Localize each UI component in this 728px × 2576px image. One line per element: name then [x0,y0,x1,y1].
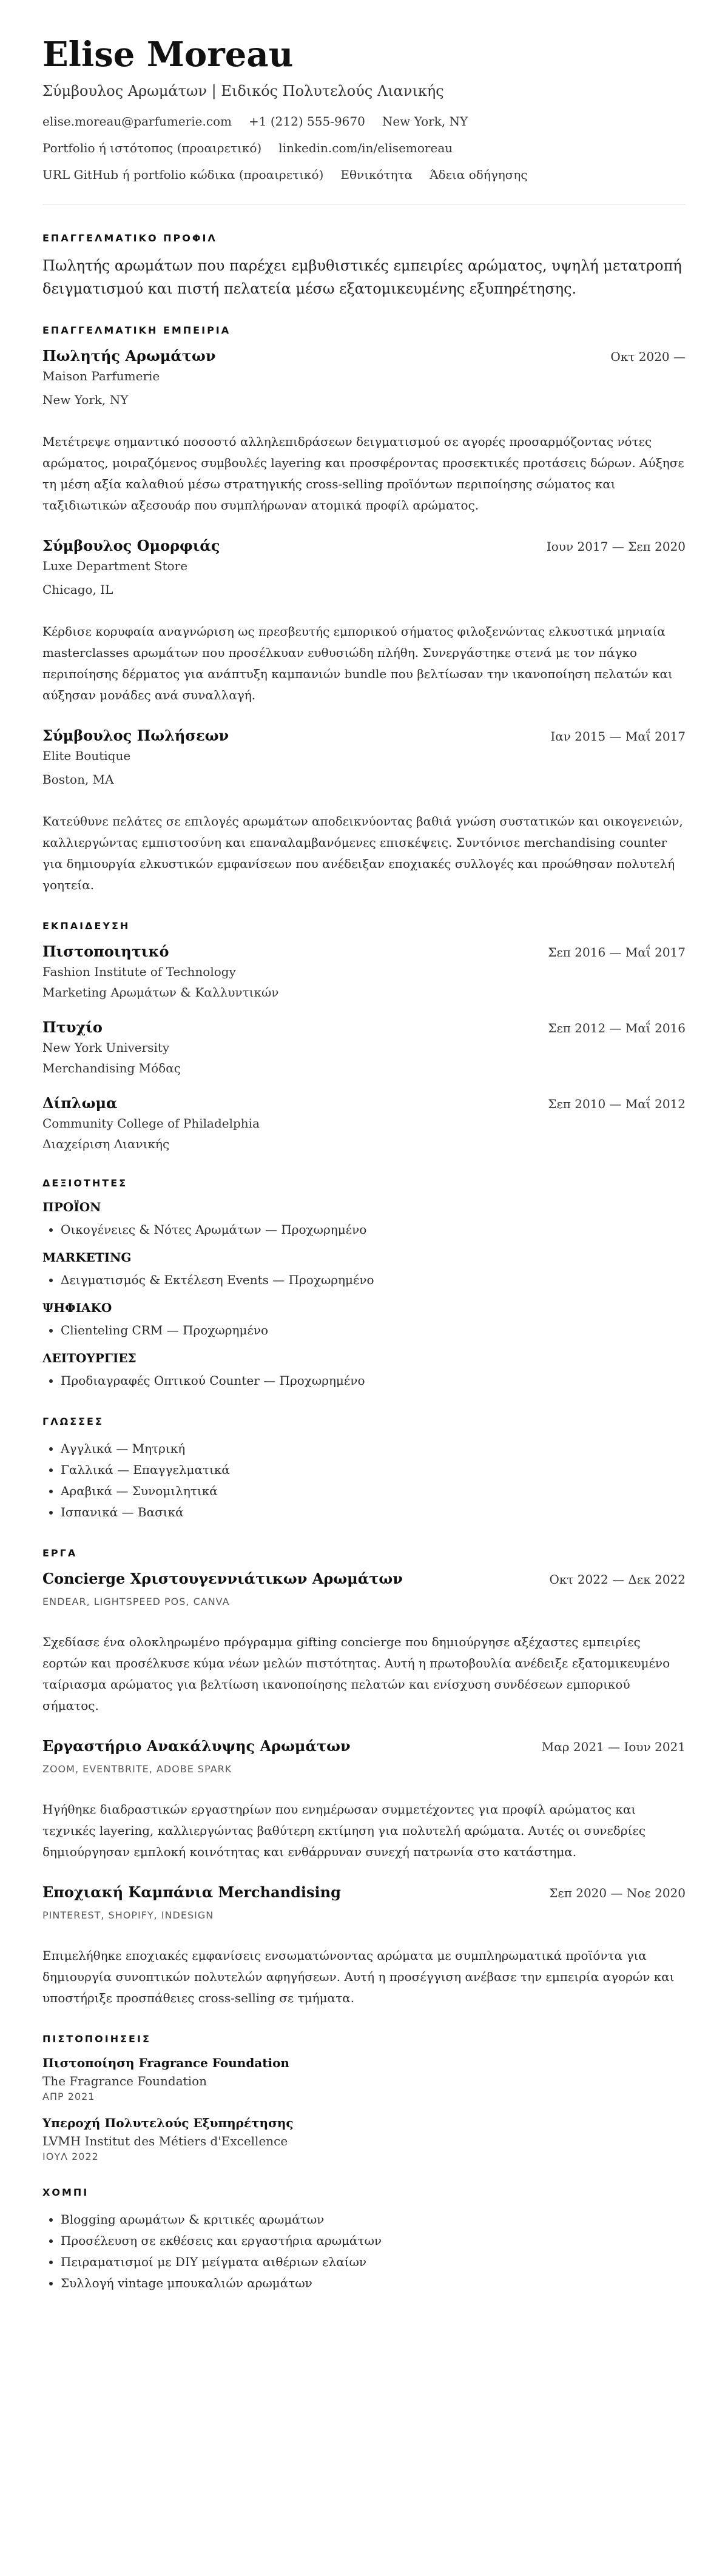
skill-category: MARKETING [42,1249,132,1265]
contact-row-links [42,140,686,156]
resume-header [42,35,686,183]
experience-location: New York, NY [42,392,129,407]
hobby-list [42,2209,686,2294]
skill-category: ΛΕΙΤΟΥΡΓΙΕΣ [42,1350,136,1365]
experience-description: Κατεύθυνε πελάτες σε επιλογές αρωμάτων αποδεικνύοντας βαθιά γνώση συστατικών και οικογενειών, καλλιεργώντας εμπιστοσύνη και επαναλαμβανόμενες επισκέψεις. Συντόνισε merchandising counter για δημιουργία ελκυστικών εμφανίσεων που ανέδειξαν εποχιακές συλλογές και προώθησαν πολυτελή γοητεία. [42,813,683,892]
skill-list [42,1270,686,1291]
contact-portfolio[interactable]: Portfolio ή ιστότοπος (προαιρετικό) [42,141,262,156]
project-entry-head [42,1737,686,1755]
experience-entry-head [42,727,686,744]
education-entry-head [42,1094,686,1112]
education-dates: Σεπ 2012 — Μαΐ 2016 [548,1020,686,1035]
experience-entry [42,537,686,706]
project-name: Εποχιακή Καμπάνια Merchandising [42,1883,341,1901]
project-entry [42,1883,686,2009]
skill-item: • Προδιαγραφές Οπτικού Counter — Προχωρημένο [61,1370,686,1391]
contact-email[interactable]: elise.moreau@parfumerie.com [42,114,232,129]
certification-issuer: LVMH Institut des Métiers d'Excellence [42,2133,288,2148]
language-item: • Αραβικά — Συνομιλητικά [61,1481,686,1502]
certification-issuer: The Fragrance Foundation [42,2073,207,2088]
languages-section [42,1416,686,1523]
skills-section [42,1177,686,1391]
project-tech: ZOOM, EVENTBRITE, ADOBE SPARK [42,1763,232,1775]
experience-dates: Ιουν 2017 — Σεπ 2020 [546,539,686,554]
projects-section-title: ΕΡΓΑ [42,1547,78,1559]
education-dates: Σεπ 2010 — Μαΐ 2012 [548,1096,686,1111]
project-dates: Οκτ 2022 — Δεκ 2022 [549,1572,686,1587]
skill-list [42,1320,686,1341]
profile-summary: Πωλητής αρωμάτων που παρέχει εμβυθιστικές εμπειρίες αρώματος, υψηλή μετατροπή δειγματισμού και πιστή πελατεία μέσω εξατομικευμένης εξυπηρέτησης. [42,257,682,297]
education-entry-head [42,1018,686,1036]
project-tech: ENDEAR, LIGHTSPEED POS, CANVA [42,1595,230,1607]
certification-name: Υπεροχή Πολυτελούς Εξυπηρέτησης [42,2115,294,2130]
profile-section-title: ΕΠΑΓΓΕΛΜΑΤΙΚΟ ΠΡΟΦΙΛ [42,232,217,244]
contact-github[interactable]: URL GitHub ή portfolio κώδικα (προαιρετικό) [42,167,324,183]
certification-date: ΑΠΡ 2021 [42,2090,95,2102]
experience-entry-head [42,537,686,554]
certification-entry [42,2116,686,2162]
education-field: Merchandising Μόδας [42,1060,181,1075]
hobby-item: • Blogging αρωμάτων & κριτικές αρωμάτων [61,2209,686,2230]
education-school: Fashion Institute of Technology [42,964,236,979]
experience-description: Κέρδισε κορυφαία αναγνώριση ως πρεσβευτής εμπορικού σήματος φιλοξενώντας ελκυστικά μηνιαία masterclasses αρωμάτων που προσέλκυαν ευθυσιώδη πλήθη. Συνεργάστηκε στενά με τον πάγκο περιποίησης δέρματος για ανάπτυξη καμπανιών bundle που βελτίωσαν την ικανοποίηση πελατών και αύξησαν μονάδες ανά συναλλαγή. [42,624,673,702]
experience-dates: Ιαν 2015 — Μαΐ 2017 [550,728,686,744]
language-item: • Αγγλικά — Μητρική [61,1438,686,1459]
certifications-section-title: ΠΙΣΤΟΠΟΙΗΣΕΙΣ [42,2033,151,2045]
education-degree: Δίπλωμα [42,1094,118,1112]
experience-section-title: ΕΠΑΓΓΕΛΜΑΤΙΚΗ ΕΜΠΕΙΡΙΑ [42,324,231,336]
profile-section [42,232,686,300]
certifications-section [42,2033,686,2162]
project-name: Εργαστήριο Ανακάλυψης Αρωμάτων [42,1737,351,1755]
experience-entry [42,347,686,516]
experience-entry-head [42,347,686,365]
project-description: Επιμελήθηκε εποχιακές εμφανίσεις ενσωματώνοντας αρώματα με συμπληρωματικά προϊόντα για δημιουργία συνοπτικών πολυτελών αφηγήσεων. Αυτή η προσέγγιση ανέβασε την εμπειρία αγορών και υποστήριξε προσπάθειες cross-selling σε τμήματα. [42,1948,675,2005]
project-description: Σχεδίασε ένα ολοκληρωμένο πρόγραμμα gifting concierge που δημιούργησε αξέχαστες εμπειρίες εορτών και προσέλκυσε κύμα νέων μελών πιστότητας. Αυτή η πρωτοβουλία ανέδειξε εξατομικευμένο ταίριασμα αρώματος για βελτίωση ικανοποίησης πελατών και ενίσχυση συνδέσεων εμπορικού σήματος. [42,1634,670,1713]
skill-list [42,1370,686,1391]
experience-description: Μετέτρεψε σημαντικό ποσοστό αλληλεπιδράσεων δειγματισμού σε αγορές προσαρμόζοντας νότες αρώματος, μοιραζόμενος συμβουλές layering και προσφέροντας προσεκτικές προτάσεις δώρων. Αύξησε τη μέση αξία καλαθιού μέσω στρατηγικής cross-selling προϊόντων περιποίησης σώματος και ταξιδιωτικών αξεσουάρ που συμπλήρωναν ατομικά προφίλ αρώματος. [42,434,684,513]
skills-section-title: ΔΕΞΙΟΤΗΤΕΣ [42,1177,128,1189]
contact-linkedin[interactable]: linkedin.com/in/elisemoreau [278,141,453,156]
project-entry-head [42,1570,686,1587]
hobby-item: • Συλλογή vintage μπουκαλιών αρωμάτων [61,2273,686,2294]
skill-category: ΠΡΟΪΟΝ [42,1199,101,1214]
certification-name: Πιστοποίηση Fragrance Foundation [42,2055,289,2070]
skill-list [42,1219,686,1240]
language-item: • Γαλλικά — Επαγγελματικά [61,1459,686,1481]
experience-entry [42,727,686,896]
experience-section [42,325,686,896]
project-dates: Μαρ 2021 — Ιουν 2021 [541,1739,686,1754]
education-entry-head [42,943,686,960]
project-dates: Σεπ 2020 — Νοε 2020 [549,1885,686,1900]
candidate-headline: Σύμβουλος Αρωμάτων | Ειδικός Πολυτελούς Λιανικής [42,82,444,100]
project-entry [42,1570,686,1717]
education-degree: Πιστοποιητικό [42,942,169,960]
project-entry [42,1737,686,1863]
projects-section [42,1547,686,2009]
experience-dates: Οκτ 2020 — [610,349,686,364]
contact-location: New York, NY [382,114,468,129]
education-section [42,920,686,1153]
language-item: • Ισπανικά — Βασικά [61,1502,686,1523]
education-field: Marketing Αρωμάτων & Καλλυντικών [42,984,279,1000]
skill-item: • Clienteling CRM — Προχωρημένο [61,1320,686,1341]
education-dates: Σεπ 2016 — Μαΐ 2017 [548,944,686,960]
experience-company: Maison Parfumerie [42,368,160,383]
project-entry-head [42,1883,686,1901]
education-section-title: ΕΚΠΑΙΔΕΥΣΗ [42,920,130,932]
experience-role: Σύμβουλος Πωλήσεων [42,726,229,744]
experience-role: Πωλητής Αρωμάτων [42,346,216,365]
education-school: Community College of Philadelphia [42,1115,260,1131]
experience-company: Luxe Department Store [42,558,188,573]
language-list [42,1438,686,1523]
experience-company: Elite Boutique [42,748,131,763]
contact-license: Άδεια οδήγησης [430,167,528,183]
experience-location: Chicago, IL [42,582,113,597]
project-tech: PINTEREST, SHOPIFY, INDESIGN [42,1909,214,1921]
education-entry [42,1018,686,1077]
skill-item: • Δειγματισμός & Εκτέλεση Events — Προχωρημένο [61,1270,686,1291]
hobby-item: • Προσέλευση σε εκθέσεις και εργαστήρια αρωμάτων [61,2230,686,2251]
certification-entry [42,2056,686,2102]
certification-date: ΙΟΥΛ 2022 [42,2150,99,2162]
education-entry [42,1094,686,1153]
skill-category: ΨΗΦΙΑΚΟ [42,1300,112,1315]
skill-item: • Οικογένειες & Νότες Αρωμάτων — Προχωρημένο [61,1219,686,1240]
languages-section-title: ΓΛΩΣΣΕΣ [42,1415,104,1427]
contact-phone[interactable]: +1 (212) 555-9670 [249,114,365,129]
education-degree: Πτυχίο [42,1018,103,1036]
hobbies-section [42,2187,686,2294]
hobbies-section-title: ΧΟΜΠΙ [42,2186,89,2198]
education-entry [42,943,686,1001]
hobby-item: • Πειραματισμοί με DIY μείγματα αιθέριων ελαίων [61,2251,686,2273]
experience-role: Σύμβουλος Ομορφιάς [42,536,220,554]
project-name: Concierge Χριστουγεννιάτικων Αρωμάτων [42,1569,403,1587]
contact-row-extra [42,166,686,183]
contact-nationality: Εθνικότητα [340,167,413,183]
contact-row-primary [42,113,686,130]
education-field: Διαχείριση Λιανικής [42,1136,170,1151]
project-description: Ηγήθηκε διαδραστικών εργαστηρίων που ενημέρωσαν συμμετέχοντες για προφίλ αρώματος και τεχνικές layering, καλλιεργώντας βαθύτερη εκτίμηση για πολυτελή αρώματα. Αυτές οι συνεδρίες δημιούργησαν εμπλοκή κοινότητας και ενθάρρυναν συνεχή πατρωνία στο κατάστημα. [42,1801,646,1859]
candidate-name: Elise Moreau [42,35,294,75]
experience-location: Boston, MA [42,772,114,787]
education-school: New York University [42,1040,170,1055]
